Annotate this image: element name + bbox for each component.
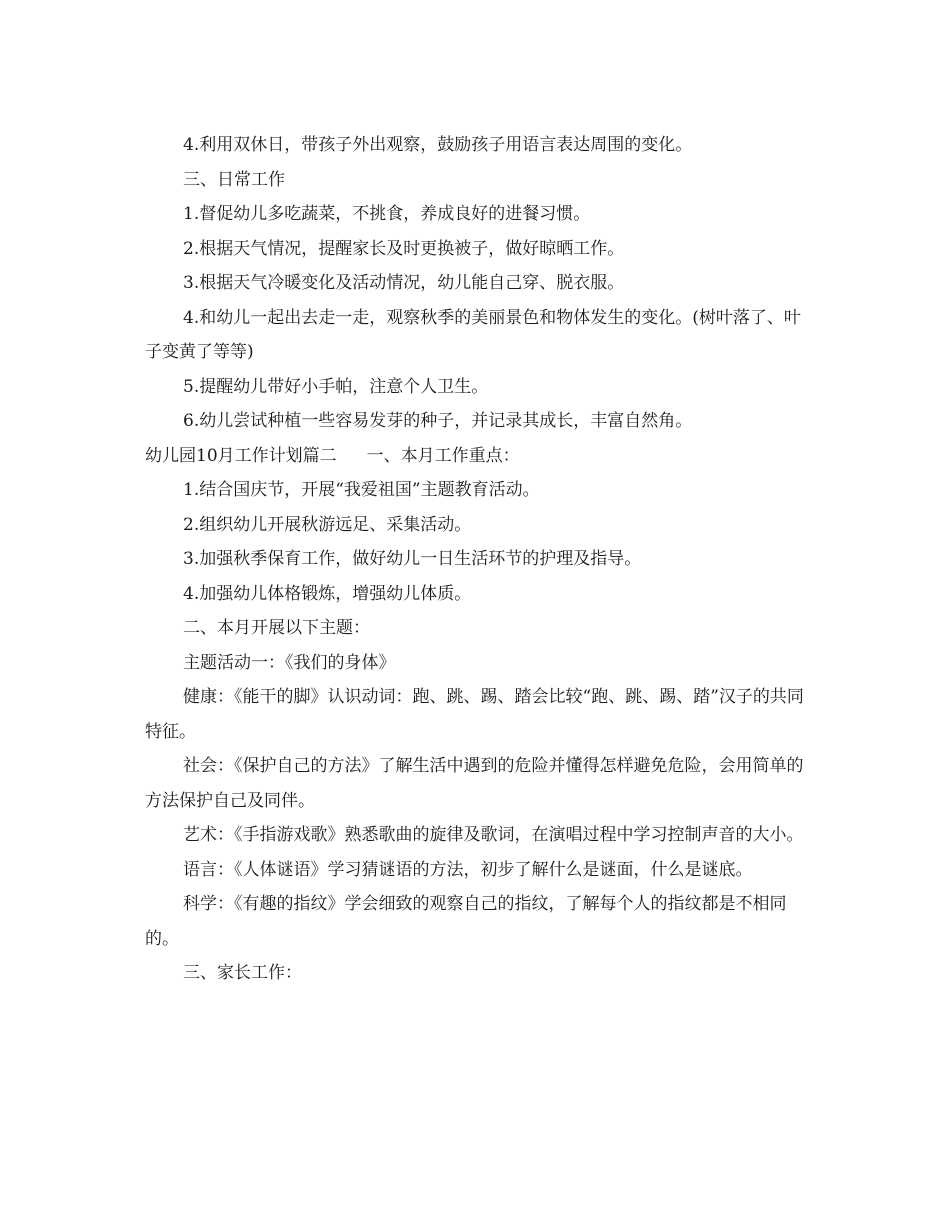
paragraph: 1.督促幼儿多吃蔬菜，不挑食，养成良好的进餐习惯。 xyxy=(183,204,591,224)
section-heading: 三、日常工作 xyxy=(183,169,285,190)
paragraph: 社会：《保护自己的方法》了解生活中遇到的危险并懂得怎样避免危险，会用简单的方法保护自己及同伴。 xyxy=(145,756,804,811)
section-heading: 二、本月开展以下主题： xyxy=(183,618,370,638)
paragraph: 4.加强幼儿体格锻炼，增强幼儿体质。 xyxy=(183,583,472,604)
paragraph: 6.幼儿尝试种植一些容易发芽的种子，并记录其成长，丰富自然角。 xyxy=(183,411,693,431)
paragraph: 1.结合国庆节，开展“我爱祖国”主题教育活动。 xyxy=(183,480,540,500)
document-body xyxy=(145,128,815,991)
section-first-item: 一、本月工作重点： xyxy=(366,445,520,466)
paragraph: 4.利用双休日，带孩子外出观察，鼓励孩子用语言表达周围的变化。 xyxy=(183,135,693,155)
paragraph: 语言：《人体谜语》学习猜谜语的方法，初步了解什么是谜面，什么是谜底。 xyxy=(183,859,753,880)
paragraph: 5.提醒幼儿带好小手帕，注意个人卫生。 xyxy=(183,376,489,397)
paragraph: 2.根据天气情况，提醒家长及时更换被子，做好晾晒工作。 xyxy=(183,238,625,259)
paragraph: 4.和幼儿一起出去走一走，观察秋季的美丽景色和物体发生的变化。(树叶落了、叶子变黄了等等) xyxy=(145,307,801,362)
paragraph: 艺术：《手指游戏歌》熟悉歌曲的旋律及歌词，在演唱过程中学习控制声音的大小。 xyxy=(183,825,804,845)
paragraph: 3.根据天气冷暖变化及活动情况，幼儿能自己穿、脱衣服。 xyxy=(183,273,625,293)
paragraph: 健康：《能干的脚》认识动词：跑、跳、踢、踏会比较“跑、跳、踢、踏”汉子的共同特征。 xyxy=(145,687,804,742)
paragraph: 主题活动一：《我们的身体》 xyxy=(183,652,396,673)
section-title: 幼儿园10月工作计划篇二 xyxy=(145,445,337,466)
section-heading: 三、家长工作： xyxy=(183,963,302,983)
paragraph: 3.加强秋季保育工作，做好幼儿一日生活环节的护理及指导。 xyxy=(183,549,642,569)
paragraph: 科学：《有趣的指纹》学会细致的观察自己的指纹，了解每个人的指纹都是不相同的。 xyxy=(145,894,787,949)
paragraph: 2.组织幼儿开展秋游远足、采集活动。 xyxy=(183,514,472,535)
section-title-line xyxy=(145,439,815,474)
